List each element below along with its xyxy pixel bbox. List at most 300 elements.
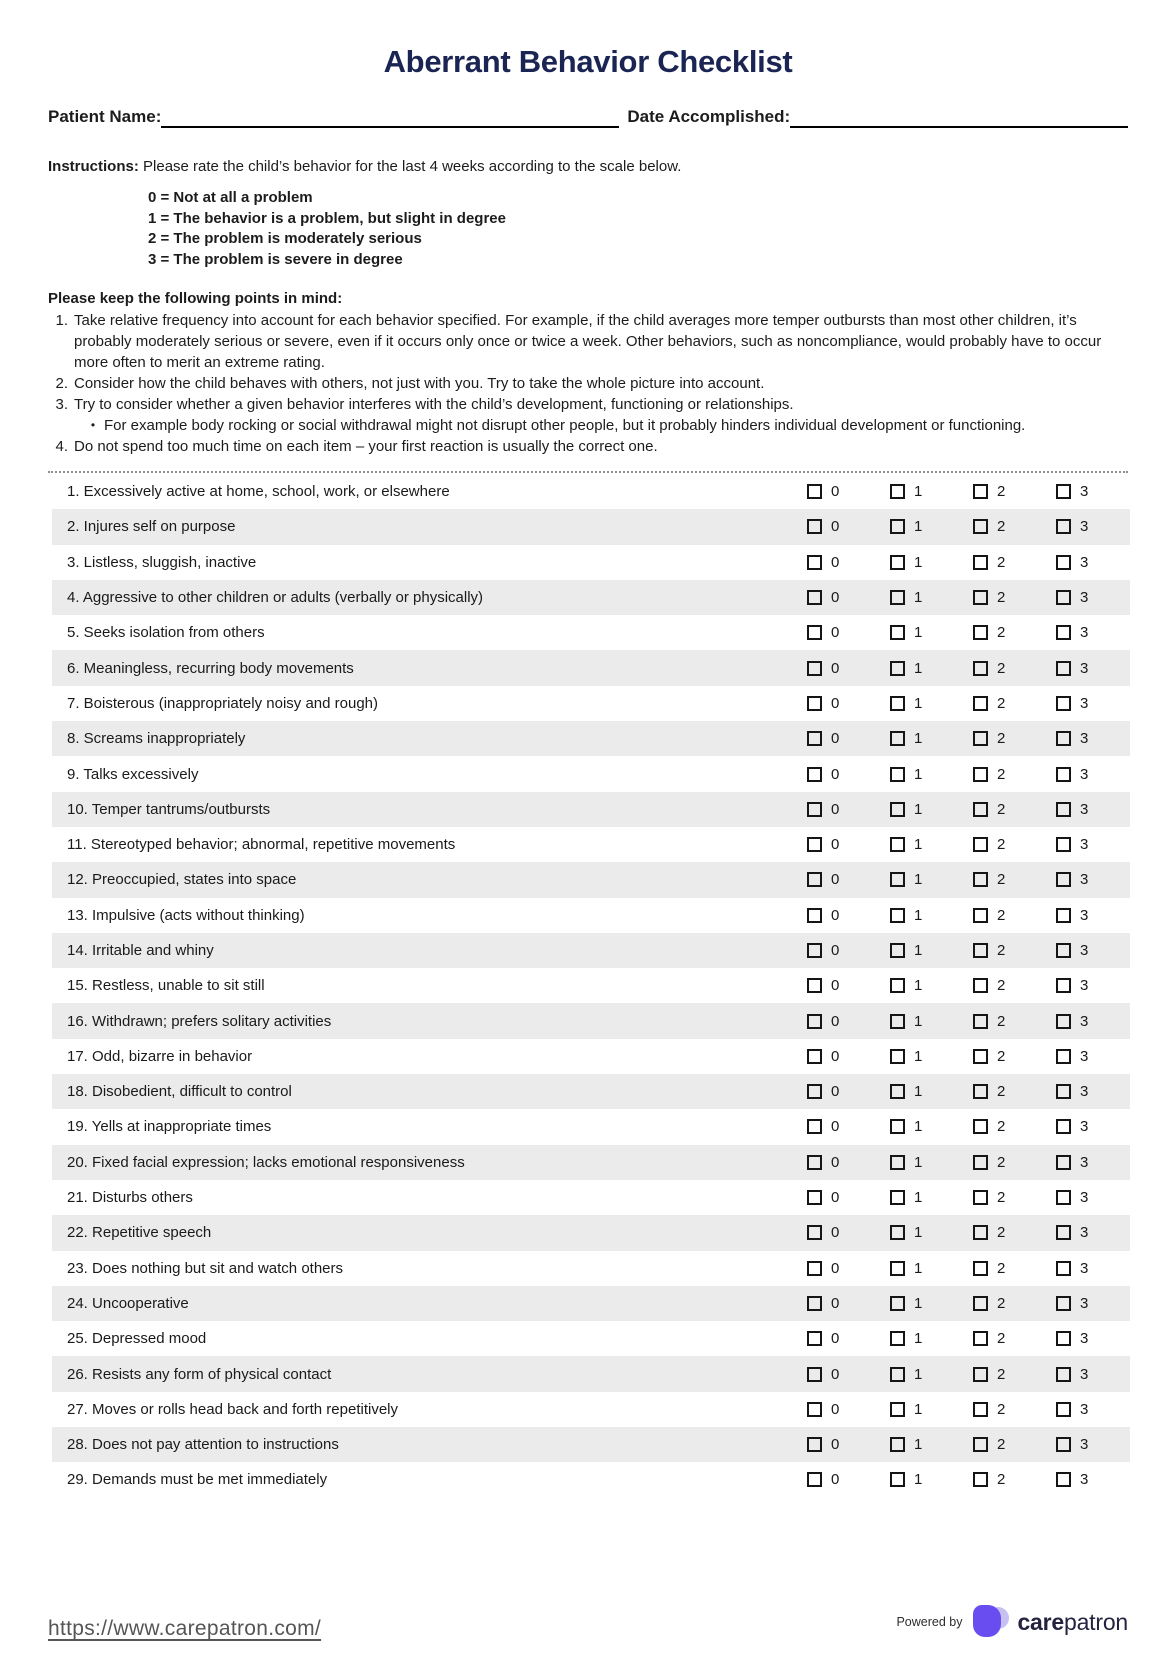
checkbox-value-label: 0 <box>831 518 840 536</box>
rating-option-3 <box>1056 1039 1088 1074</box>
checkbox-value-label: 3 <box>1080 1153 1089 1171</box>
checklist-item-label: 11. Stereotyped behavior; abnormal, repetitive movements <box>67 836 456 854</box>
checkbox-2[interactable] <box>973 802 988 817</box>
checkbox-value-label: 2 <box>997 730 1006 748</box>
rating-option-2 <box>973 650 1005 685</box>
points-heading: Please keep the following points in mind: <box>48 290 343 307</box>
rating-option-3 <box>1056 1180 1088 1215</box>
checkbox-value-label: 3 <box>1080 624 1089 642</box>
checkbox-3[interactable] <box>1056 767 1071 782</box>
checkbox-value-label: 0 <box>831 1153 840 1171</box>
checklist-row <box>52 1462 1130 1497</box>
rating-option-0 <box>807 1462 839 1497</box>
rating-option-0 <box>807 968 839 1003</box>
rating-option-0 <box>807 1074 839 1109</box>
rating-option-3 <box>1056 898 1088 933</box>
checkbox-1[interactable] <box>890 696 905 711</box>
checkbox-1[interactable] <box>890 872 905 887</box>
checklist-item-label: 7. Boisterous (inappropriately noisy and rough) <box>67 694 379 712</box>
checkbox-2[interactable] <box>973 908 988 923</box>
carepatron-logo-icon <box>973 1604 1009 1640</box>
checkbox-2[interactable] <box>973 943 988 958</box>
checkbox-2[interactable] <box>973 1367 988 1382</box>
rating-option-0 <box>807 756 839 791</box>
checklist-item-label: 8. Screams inappropriately <box>67 730 246 748</box>
checkbox-2[interactable] <box>973 1331 988 1346</box>
rating-option-1 <box>890 686 922 721</box>
date-accomplished-input[interactable] <box>790 108 1128 128</box>
checklist-item-label: 1. Excessively active at home, school, work, or elsewhere <box>67 483 450 501</box>
checkbox-value-label: 2 <box>997 871 1006 889</box>
checkbox-value-label: 3 <box>1080 1083 1089 1101</box>
checkbox-3[interactable] <box>1056 555 1071 570</box>
rating-option-1 <box>890 1427 922 1462</box>
checkbox-3[interactable] <box>1056 1261 1071 1276</box>
checkbox-0[interactable] <box>807 1155 822 1170</box>
rating-option-1 <box>890 1180 922 1215</box>
scale-line: 1 = The behavior is a problem, but slight in degree <box>148 209 506 227</box>
checkbox-value-label: 1 <box>914 1012 923 1030</box>
checkbox-3[interactable] <box>1056 1155 1071 1170</box>
checkbox-2[interactable] <box>973 1119 988 1134</box>
rating-option-2 <box>973 721 1005 756</box>
rating-option-1 <box>890 1003 922 1038</box>
rating-option-0 <box>807 580 839 615</box>
checkbox-3[interactable] <box>1056 1190 1071 1205</box>
checkbox-value-label: 3 <box>1080 977 1089 995</box>
rating-option-0 <box>807 686 839 721</box>
checkbox-0[interactable] <box>807 1119 822 1134</box>
rating-option-2 <box>973 1003 1005 1038</box>
checkbox-2[interactable] <box>973 1296 988 1311</box>
page <box>0 44 1176 1498</box>
rating-option-2 <box>973 1427 1005 1462</box>
rating-option-2 <box>973 827 1005 862</box>
checkbox-value-label: 3 <box>1080 518 1089 536</box>
checklist-row <box>52 792 1130 827</box>
rating-option-0 <box>807 1286 839 1321</box>
checkbox-1[interactable] <box>890 731 905 746</box>
checkbox-value-label: 3 <box>1080 765 1089 783</box>
checkbox-1[interactable] <box>890 1261 905 1276</box>
checkbox-1[interactable] <box>890 590 905 605</box>
checkbox-2[interactable] <box>973 1014 988 1029</box>
checkbox-value-label: 0 <box>831 624 840 642</box>
checkbox-value-label: 2 <box>997 1330 1006 1348</box>
checkbox-1[interactable] <box>890 978 905 993</box>
checkbox-value-label: 1 <box>914 1118 923 1136</box>
checklist-item-label: 4. Aggressive to other children or adults (verbally or physically) <box>67 589 484 607</box>
point-item <box>48 394 1128 436</box>
checklist-item-label: 27. Moves or rolls head back and forth repetitively <box>67 1400 399 1418</box>
checklist-row <box>52 862 1130 897</box>
checklist-item-label: 14. Irritable and whiny <box>67 942 214 959</box>
checkbox-2[interactable] <box>973 1049 988 1064</box>
checkbox-value-label: 0 <box>831 1224 840 1242</box>
checkbox-0[interactable] <box>807 802 822 817</box>
checkbox-3[interactable] <box>1056 661 1071 676</box>
checkbox-0[interactable] <box>807 837 822 852</box>
checkbox-2[interactable] <box>973 1472 988 1487</box>
rating-option-1 <box>890 1286 922 1321</box>
rating-option-3 <box>1056 545 1088 580</box>
patient-name-input[interactable] <box>161 108 619 128</box>
rating-option-2 <box>973 1392 1005 1427</box>
checklist-item-label: 23. Does nothing but sit and watch others <box>67 1259 344 1277</box>
patient-name-label: Patient Name: <box>48 107 162 126</box>
checkbox-value-label: 2 <box>997 906 1006 924</box>
checklist-row <box>52 968 1130 1003</box>
checkbox-value-label: 0 <box>831 589 840 607</box>
rating-option-3 <box>1056 1427 1088 1462</box>
checkbox-1[interactable] <box>890 837 905 852</box>
rating-option-1 <box>890 545 922 580</box>
checkbox-value-label: 0 <box>831 1436 840 1454</box>
checkbox-value-label: 0 <box>831 694 840 712</box>
rating-option-3 <box>1056 1321 1088 1356</box>
checkbox-1[interactable] <box>890 1367 905 1382</box>
checkbox-0[interactable] <box>807 1367 822 1382</box>
rating-option-0 <box>807 1180 839 1215</box>
checklist-row <box>52 1074 1130 1109</box>
checkbox-2[interactable] <box>973 1261 988 1276</box>
checkbox-0[interactable] <box>807 1225 822 1240</box>
checkbox-1[interactable] <box>890 1402 905 1417</box>
rating-option-2 <box>973 1462 1005 1497</box>
rating-option-1 <box>890 1251 922 1286</box>
point-item <box>48 373 1128 394</box>
checkbox-value-label: 1 <box>914 1294 923 1312</box>
checkbox-0[interactable] <box>807 1296 822 1311</box>
checkbox-2[interactable] <box>973 1190 988 1205</box>
checkbox-1[interactable] <box>890 767 905 782</box>
checkbox-value-label: 2 <box>997 1436 1006 1454</box>
checkbox-value-label: 1 <box>914 589 923 607</box>
rating-option-0 <box>807 474 839 509</box>
bullet-icon: • <box>90 418 96 432</box>
checkbox-value-label: 3 <box>1080 1294 1089 1312</box>
rating-option-1 <box>890 898 922 933</box>
rating-option-0 <box>807 933 839 968</box>
checkbox-1[interactable] <box>890 1155 905 1170</box>
checkbox-1[interactable] <box>890 802 905 817</box>
checkbox-value-label: 2 <box>997 1047 1006 1065</box>
rating-option-1 <box>890 1145 922 1180</box>
checkbox-3[interactable] <box>1056 484 1071 499</box>
checkbox-value-label: 1 <box>914 1400 923 1418</box>
checkbox-2[interactable] <box>973 837 988 852</box>
checklist-item-label: 19. Yells at inappropriate times <box>67 1118 272 1136</box>
checkbox-1[interactable] <box>890 1084 905 1099</box>
checkbox-0[interactable] <box>807 519 822 534</box>
checkbox-value-label: 0 <box>831 1083 840 1101</box>
checkbox-value-label: 2 <box>997 624 1006 642</box>
rating-option-0 <box>807 1003 839 1038</box>
checkbox-0[interactable] <box>807 625 822 640</box>
checklist <box>52 474 1130 1498</box>
scale-line: 3 = The problem is severe in degree <box>148 250 403 268</box>
checklist-row <box>52 580 1130 615</box>
checkbox-0[interactable] <box>807 908 822 923</box>
checkbox-value-label: 0 <box>831 1400 840 1418</box>
instructions-label: Instructions: <box>48 158 139 175</box>
checklist-item-label: 28. Does not pay attention to instructions <box>67 1436 339 1454</box>
checkbox-value-label: 3 <box>1080 871 1089 889</box>
checkbox-0[interactable] <box>807 1472 822 1487</box>
rating-option-0 <box>807 1427 839 1462</box>
checkbox-1[interactable] <box>890 1331 905 1346</box>
rating-option-0 <box>807 1109 839 1144</box>
checkbox-1[interactable] <box>890 1190 905 1205</box>
rating-option-2 <box>973 968 1005 1003</box>
checkbox-value-label: 0 <box>831 730 840 748</box>
rating-option-3 <box>1056 686 1088 721</box>
rating-option-1 <box>890 862 922 897</box>
checkbox-value-label: 0 <box>831 1365 840 1383</box>
checkbox-1[interactable] <box>890 484 905 499</box>
checkbox-value-label: 1 <box>914 1436 923 1454</box>
rating-option-3 <box>1056 1251 1088 1286</box>
checkbox-3[interactable] <box>1056 625 1071 640</box>
checkbox-0[interactable] <box>807 872 822 887</box>
checkbox-2[interactable] <box>973 1437 988 1452</box>
checklist-row <box>52 1039 1130 1074</box>
rating-option-3 <box>1056 474 1088 509</box>
checkbox-1[interactable] <box>890 1296 905 1311</box>
checkbox-3[interactable] <box>1056 978 1071 993</box>
point-item <box>48 310 1128 373</box>
rating-option-2 <box>973 509 1005 544</box>
checklist-item-label: 12. Preoccupied, states into space <box>67 871 297 889</box>
checkbox-3[interactable] <box>1056 908 1071 923</box>
rating-option-2 <box>973 580 1005 615</box>
point-number: 4. <box>55 438 68 455</box>
checkbox-2[interactable] <box>973 661 988 676</box>
checkbox-value-label: 2 <box>997 518 1006 536</box>
rating-option-3 <box>1056 1074 1088 1109</box>
checkbox-2[interactable] <box>973 1155 988 1170</box>
checkbox-3[interactable] <box>1056 1331 1071 1346</box>
checkbox-3[interactable] <box>1056 1367 1071 1382</box>
checkbox-0[interactable] <box>807 1261 822 1276</box>
checkbox-1[interactable] <box>890 625 905 640</box>
rating-option-0 <box>807 862 839 897</box>
checklist-row <box>52 1251 1130 1286</box>
checklist-row <box>52 650 1130 685</box>
checklist-row <box>52 827 1130 862</box>
checklist-row <box>52 545 1130 580</box>
checkbox-3[interactable] <box>1056 837 1071 852</box>
checkbox-0[interactable] <box>807 484 822 499</box>
rating-option-2 <box>973 756 1005 791</box>
checkbox-value-label: 3 <box>1080 1436 1089 1454</box>
point-text: Consider how the child behaves with others, not just with you. Try to take the whole picture into account. <box>74 375 765 392</box>
rating-option-2 <box>973 1180 1005 1215</box>
checkbox-2[interactable] <box>973 696 988 711</box>
checklist-row <box>52 933 1130 968</box>
checkbox-3[interactable] <box>1056 1225 1071 1240</box>
rating-option-0 <box>807 650 839 685</box>
checkbox-0[interactable] <box>807 590 822 605</box>
rating-option-3 <box>1056 650 1088 685</box>
checkbox-2[interactable] <box>973 731 988 746</box>
footer-url-link[interactable]: https://www.carepatron.com/ <box>48 1617 322 1640</box>
checkbox-3[interactable] <box>1056 1437 1071 1452</box>
rating-option-1 <box>890 615 922 650</box>
checkbox-value-label: 1 <box>914 906 923 924</box>
checkbox-1[interactable] <box>890 1472 905 1487</box>
point-item <box>48 436 1128 457</box>
rating-option-3 <box>1056 1109 1088 1144</box>
checkbox-0[interactable] <box>807 555 822 570</box>
checkbox-value-label: 1 <box>914 1471 923 1489</box>
checkbox-3[interactable] <box>1056 731 1071 746</box>
checkbox-value-label: 2 <box>997 1153 1006 1171</box>
rating-option-3 <box>1056 615 1088 650</box>
checkbox-3[interactable] <box>1056 590 1071 605</box>
checkbox-3[interactable] <box>1056 1014 1071 1029</box>
checkbox-2[interactable] <box>973 555 988 570</box>
rating-option-1 <box>890 580 922 615</box>
checkbox-value-label: 1 <box>914 730 923 748</box>
checkbox-value-label: 2 <box>997 836 1006 854</box>
point-number: 3. <box>55 396 68 413</box>
checkbox-value-label: 1 <box>914 483 923 501</box>
point-text: Try to consider whether a given behavior interferes with the child’s development, functioning or relationships. <box>74 396 794 413</box>
checkbox-0[interactable] <box>807 661 822 676</box>
checkbox-value-label: 3 <box>1080 1259 1089 1277</box>
checkbox-0[interactable] <box>807 1084 822 1099</box>
checkbox-1[interactable] <box>890 908 905 923</box>
checkbox-0[interactable] <box>807 943 822 958</box>
checklist-item-label: 16. Withdrawn; prefers solitary activities <box>67 1012 332 1030</box>
rating-option-2 <box>973 1074 1005 1109</box>
checkbox-1[interactable] <box>890 1437 905 1452</box>
checkbox-2[interactable] <box>973 519 988 534</box>
checkbox-0[interactable] <box>807 696 822 711</box>
checkbox-2[interactable] <box>973 484 988 499</box>
checklist-item-label: 22. Repetitive speech <box>67 1224 212 1242</box>
checkbox-0[interactable] <box>807 1190 822 1205</box>
checkbox-1[interactable] <box>890 1049 905 1064</box>
rating-option-1 <box>890 1462 922 1497</box>
checklist-row <box>52 1109 1130 1144</box>
rating-option-2 <box>973 792 1005 827</box>
checklist-item-label: 25. Depressed mood <box>67 1330 207 1348</box>
checklist-row <box>52 686 1130 721</box>
checklist-row <box>52 898 1130 933</box>
checkbox-3[interactable] <box>1056 1296 1071 1311</box>
checklist-item-label: 13. Impulsive (acts without thinking) <box>67 906 305 924</box>
checkbox-0[interactable] <box>807 1331 822 1346</box>
rating-option-1 <box>890 721 922 756</box>
checkbox-value-label: 3 <box>1080 659 1089 677</box>
checklist-row <box>52 1392 1130 1427</box>
checklist-row <box>52 1427 1130 1462</box>
checkbox-0[interactable] <box>807 1014 822 1029</box>
checkbox-3[interactable] <box>1056 519 1071 534</box>
checkbox-value-label: 0 <box>831 483 840 501</box>
rating-option-2 <box>973 615 1005 650</box>
rating-option-3 <box>1056 1286 1088 1321</box>
checkbox-2[interactable] <box>973 872 988 887</box>
rating-option-2 <box>973 686 1005 721</box>
checkbox-3[interactable] <box>1056 943 1071 958</box>
rating-option-1 <box>890 474 922 509</box>
points-list <box>48 310 1128 457</box>
patient-row <box>48 107 1128 128</box>
checkbox-2[interactable] <box>973 590 988 605</box>
checkbox-value-label: 1 <box>914 871 923 889</box>
rating-option-2 <box>973 1215 1005 1250</box>
checkbox-1[interactable] <box>890 1119 905 1134</box>
checkbox-2[interactable] <box>973 625 988 640</box>
checkbox-3[interactable] <box>1056 802 1071 817</box>
checkbox-value-label: 3 <box>1080 942 1089 959</box>
checklist-row <box>52 1286 1130 1321</box>
checkbox-2[interactable] <box>973 1225 988 1240</box>
checkbox-1[interactable] <box>890 1225 905 1240</box>
rating-option-3 <box>1056 827 1088 862</box>
checkbox-1[interactable] <box>890 943 905 958</box>
rating-option-2 <box>973 1286 1005 1321</box>
checkbox-0[interactable] <box>807 767 822 782</box>
checkbox-1[interactable] <box>890 555 905 570</box>
checkbox-value-label: 1 <box>914 1330 923 1348</box>
checkbox-0[interactable] <box>807 1437 822 1452</box>
rating-option-0 <box>807 509 839 544</box>
checkbox-3[interactable] <box>1056 1472 1071 1487</box>
rating-option-2 <box>973 1321 1005 1356</box>
checklist-item-label: 6. Meaningless, recurring body movements <box>67 659 354 677</box>
checkbox-3[interactable] <box>1056 1119 1071 1134</box>
checkbox-1[interactable] <box>890 661 905 676</box>
rating-option-1 <box>890 1356 922 1391</box>
checkbox-2[interactable] <box>973 1084 988 1099</box>
checkbox-3[interactable] <box>1056 1049 1071 1064</box>
checkbox-3[interactable] <box>1056 872 1071 887</box>
rating-option-2 <box>973 933 1005 968</box>
checkbox-value-label: 2 <box>997 589 1006 607</box>
checklist-row <box>52 615 1130 650</box>
checkbox-3[interactable] <box>1056 1084 1071 1099</box>
checkbox-0[interactable] <box>807 731 822 746</box>
checkbox-0[interactable] <box>807 1402 822 1417</box>
checkbox-1[interactable] <box>890 1014 905 1029</box>
checkbox-value-label: 2 <box>997 483 1006 501</box>
checkbox-value-label: 3 <box>1080 800 1089 818</box>
checkbox-2[interactable] <box>973 978 988 993</box>
checkbox-3[interactable] <box>1056 1402 1071 1417</box>
checkbox-0[interactable] <box>807 1049 822 1064</box>
checkbox-2[interactable] <box>973 767 988 782</box>
rating-option-1 <box>890 827 922 862</box>
rating-option-3 <box>1056 721 1088 756</box>
checkbox-1[interactable] <box>890 519 905 534</box>
checkbox-0[interactable] <box>807 978 822 993</box>
rating-option-1 <box>890 1039 922 1074</box>
point-sub-text: For example body rocking or social withdrawal might not disrupt other people, but it probably hinders individual development or functioning. <box>104 417 1026 434</box>
checkbox-value-label: 1 <box>914 553 923 571</box>
checkbox-3[interactable] <box>1056 696 1071 711</box>
rating-option-2 <box>973 898 1005 933</box>
checklist-item-label: 15. Restless, unable to sit still <box>67 977 265 995</box>
checkbox-value-label: 1 <box>914 765 923 783</box>
rating-option-1 <box>890 1321 922 1356</box>
checklist-row <box>52 756 1130 791</box>
rating-option-1 <box>890 1074 922 1109</box>
checkbox-2[interactable] <box>973 1402 988 1417</box>
